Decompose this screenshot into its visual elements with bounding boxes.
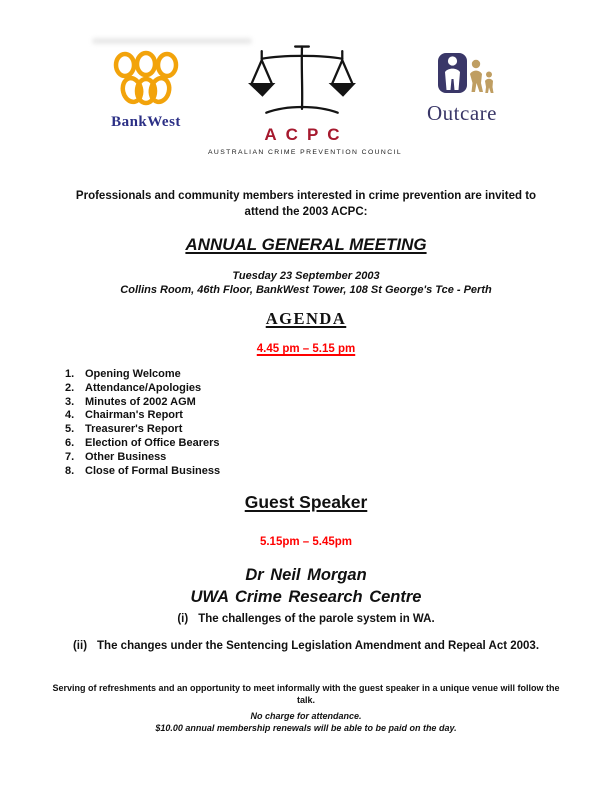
agenda-item bbox=[65, 437, 365, 451]
agenda-item bbox=[65, 465, 365, 479]
topic-2 bbox=[50, 639, 562, 653]
agenda-item-label: Minutes of 2002 AGM bbox=[85, 395, 196, 408]
venue-line: Collins Room, 46th Floor, BankWest Tower, 108 St George's Tce - Perth bbox=[120, 284, 492, 296]
agenda-item-label: Close of Formal Business bbox=[85, 464, 221, 477]
acpc-subtitle: AUSTRALIAN CRIME PREVENTION COUNCIL bbox=[208, 149, 403, 156]
agenda-item bbox=[65, 368, 365, 382]
agenda-item-label: Treasurer's Report bbox=[85, 423, 183, 436]
topic-1 bbox=[50, 613, 562, 625]
attendance-note: No charge for attendance. bbox=[250, 711, 362, 721]
agenda-item-label: Chairman's Report bbox=[85, 409, 183, 422]
meeting-title bbox=[0, 235, 612, 255]
intro-text: Professionals and community members interested in crime prevention are invited to attend the 2003 ACPC: bbox=[75, 190, 537, 218]
membership-note: $10.00 annual membership renewals will be able to be paid on the day. bbox=[155, 723, 457, 733]
acpc-acronym: ACPC bbox=[264, 125, 349, 144]
agenda-list bbox=[65, 368, 365, 478]
agenda-item-number: 7. bbox=[65, 450, 75, 463]
agenda-item-number: 2. bbox=[65, 381, 75, 394]
guest-speaker-time: 5.15pm – 5.45pm bbox=[259, 536, 353, 548]
speaker-name: Dr Neil Morgan bbox=[245, 566, 367, 584]
agenda-item-number: 5. bbox=[65, 423, 75, 436]
date-line: Tuesday 23 September 2003 bbox=[232, 270, 380, 282]
outcare-logo bbox=[412, 52, 512, 126]
outcare-wordmark: Outcare bbox=[427, 101, 497, 125]
agenda-item bbox=[65, 451, 365, 465]
refreshments-note: Serving of refreshments and an opportunity to meet informally with the guest speaker in a unique venue will follow the talk. bbox=[52, 683, 560, 705]
guest-speaker-heading-text: Guest Speaker bbox=[244, 492, 368, 512]
agenda-time bbox=[0, 343, 612, 355]
agenda-item bbox=[65, 409, 365, 423]
date-venue-block bbox=[46, 269, 566, 297]
speaker-affiliation: UWA Crime Research Centre bbox=[190, 588, 422, 606]
agenda-item-number: 6. bbox=[65, 436, 75, 449]
outcare-figures-icon bbox=[420, 52, 504, 96]
agenda-item-number: 1. bbox=[65, 368, 75, 380]
agenda-item-label: Attendance/Apologies bbox=[85, 381, 202, 394]
scales-of-justice-icon bbox=[227, 42, 377, 118]
footer-notes bbox=[46, 710, 566, 734]
agenda-item-number: 3. bbox=[65, 395, 75, 408]
meeting-title-text: ANNUAL GENERAL MEETING bbox=[185, 235, 427, 254]
agenda-heading-text: AGENDA bbox=[265, 309, 347, 328]
agenda-item-number: 4. bbox=[65, 409, 75, 422]
topic-2-number: (ii) bbox=[72, 640, 88, 652]
agenda-item-label: Other Business bbox=[85, 450, 167, 463]
speaker-block bbox=[0, 564, 612, 608]
topic-1-text: The challenges of the parole system in WA. bbox=[198, 613, 435, 625]
bankwest-logo bbox=[100, 50, 192, 131]
agenda-heading bbox=[0, 309, 612, 329]
acpc-logo bbox=[208, 42, 403, 156]
topic-2-text: The changes under the Sentencing Legislation Amendment and Repeal Act 2003. bbox=[97, 640, 540, 652]
agenda-item bbox=[65, 382, 365, 396]
guest-speaker-heading bbox=[0, 492, 612, 513]
agenda-item-label: Election of Office Bearers bbox=[85, 436, 220, 449]
agenda-item-label: Opening Welcome bbox=[85, 368, 181, 380]
bankwest-swirl-icon bbox=[102, 50, 190, 108]
agenda-item-number: 8. bbox=[65, 464, 75, 477]
topic-1-number: (i) bbox=[177, 613, 189, 625]
bankwest-wordmark: BankWest bbox=[111, 114, 181, 130]
agenda-item bbox=[65, 423, 365, 437]
agenda-item bbox=[65, 396, 365, 410]
agenda-time-text: 4.45 pm – 5.15 pm bbox=[256, 343, 356, 355]
